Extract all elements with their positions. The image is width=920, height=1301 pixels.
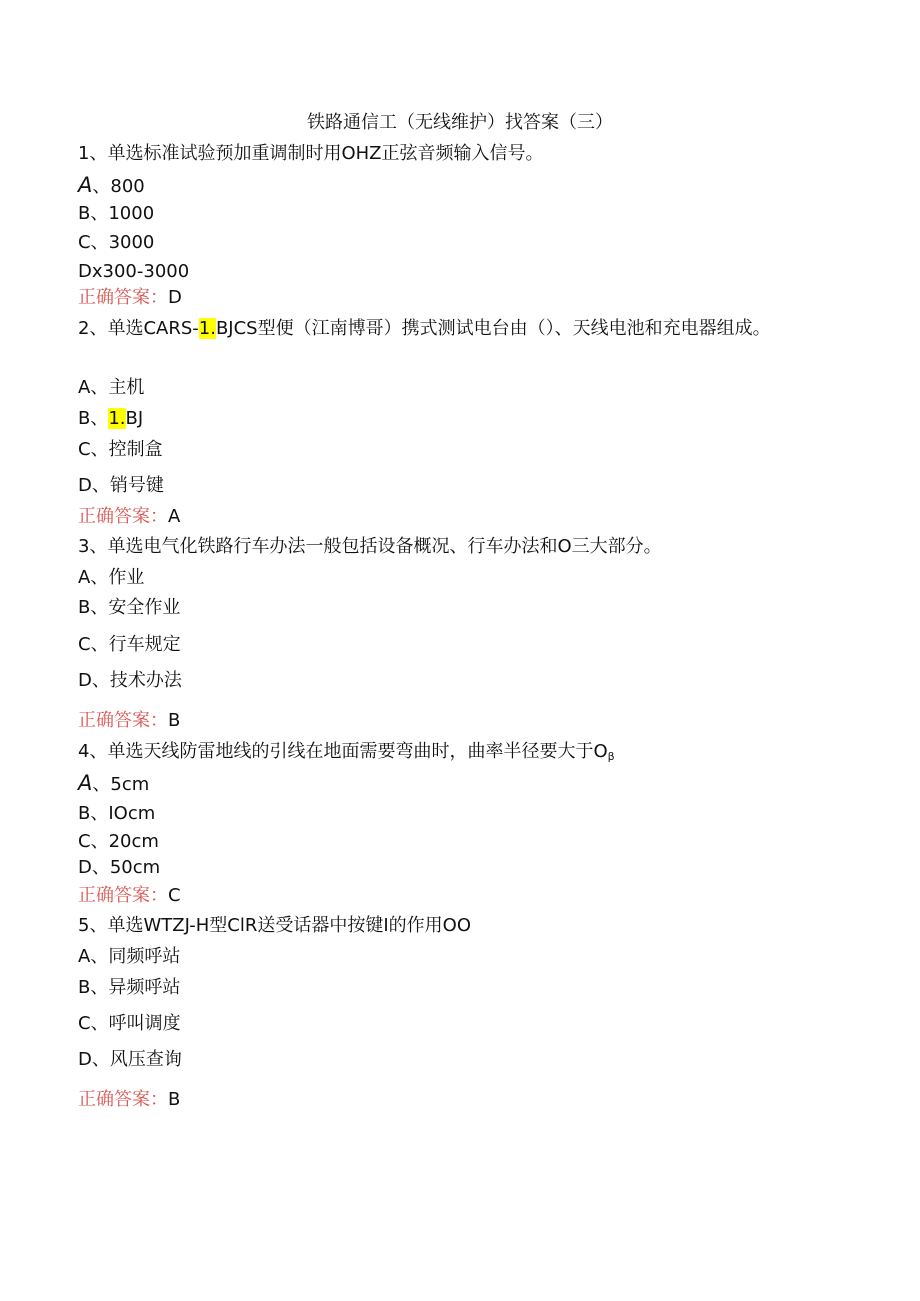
- q2-option-d: D、销号键: [78, 475, 164, 496]
- q4-option-d: D、50cm: [78, 857, 161, 878]
- q4-option-a: [78, 771, 149, 797]
- q3-answer-label: 正确答案：: [78, 710, 168, 731]
- q2-answer: [78, 505, 180, 529]
- q4-stem-subscript: β: [607, 750, 615, 763]
- q2-option-b-post: BJ: [125, 408, 144, 429]
- q5-answer-value: B: [168, 1089, 181, 1110]
- q1-answer-label: 正确答案：: [78, 287, 168, 308]
- q4-option-b: B、IOcm: [78, 803, 156, 824]
- q2-stem-post: BJCS型便（江南博哥）携式测试电台由（）、天线电池和充电器组成。: [215, 318, 771, 339]
- q4-answer-label: 正确答案：: [78, 885, 168, 906]
- q5-answer: [78, 1088, 180, 1112]
- q1-option-c: C、3000: [78, 232, 155, 253]
- q1-option-d: Dx300-3000: [78, 261, 190, 282]
- q3-option-b: B、安全作业: [78, 597, 181, 618]
- q3-answer-value: B: [168, 710, 181, 731]
- q5-option-b: B、异频呼站: [78, 977, 181, 998]
- q1-option-b: B、1000: [78, 203, 155, 224]
- q5-answer-label: 正确答案：: [78, 1089, 168, 1110]
- q3-option-a: A、作业: [78, 567, 145, 588]
- q3-answer: [78, 709, 180, 733]
- q4-stem: [78, 740, 615, 769]
- q2-option-b-highlight: 1.: [108, 408, 126, 429]
- document-title: 铁路通信工（无线维护）找答案（三）: [307, 112, 613, 133]
- q1-answer-value: D: [168, 287, 182, 308]
- q2-answer-label: 正确答案：: [78, 506, 168, 527]
- q1-stem: 1、单选标准试验预加重调制时用OHZ正弦音频输入信号。: [78, 143, 544, 164]
- q1-answer: [78, 286, 182, 310]
- q3-option-d: D、技术办法: [78, 670, 182, 691]
- q4-stem-pre: 4、单选天线防雷地线的引线在地面需要弯曲时，曲率半径要大于O: [78, 741, 608, 762]
- q2-option-a: A、主机: [78, 377, 145, 398]
- q2-stem-highlight: 1.: [198, 318, 216, 339]
- q4-option-c: C、20cm: [78, 831, 159, 852]
- q1-option-a-text: 、800: [92, 176, 145, 197]
- q5-option-c: C、呼叫调度: [78, 1013, 181, 1034]
- q4-option-a-text: 、5cm: [92, 774, 150, 795]
- q5-option-a: A、同频呼站: [78, 946, 181, 967]
- q2-option-b: [78, 407, 143, 431]
- q4-option-a-letter: A: [78, 771, 93, 795]
- q3-option-c: C、行车规定: [78, 634, 181, 655]
- q2-option-c: C、控制盒: [78, 439, 163, 460]
- q1-option-a-letter: A: [78, 173, 93, 197]
- q2-stem-pre: 2、单选CARS-: [78, 318, 199, 339]
- q5-option-d: D、风压查询: [78, 1049, 182, 1070]
- q3-stem: 3、单选电气化铁路行车办法一般包括设备概况、行车办法和O三大部分。: [78, 536, 662, 557]
- q4-answer: [78, 884, 181, 908]
- q2-answer-value: A: [168, 506, 181, 527]
- q1-option-a: [78, 173, 145, 199]
- q4-answer-value: C: [168, 885, 181, 906]
- q5-stem: 5、单选WTZJ-H型ClR送受话器中按键I的作用OO: [78, 915, 471, 936]
- q2-stem: [78, 314, 818, 344]
- q2-option-b-pre: B、: [78, 408, 109, 429]
